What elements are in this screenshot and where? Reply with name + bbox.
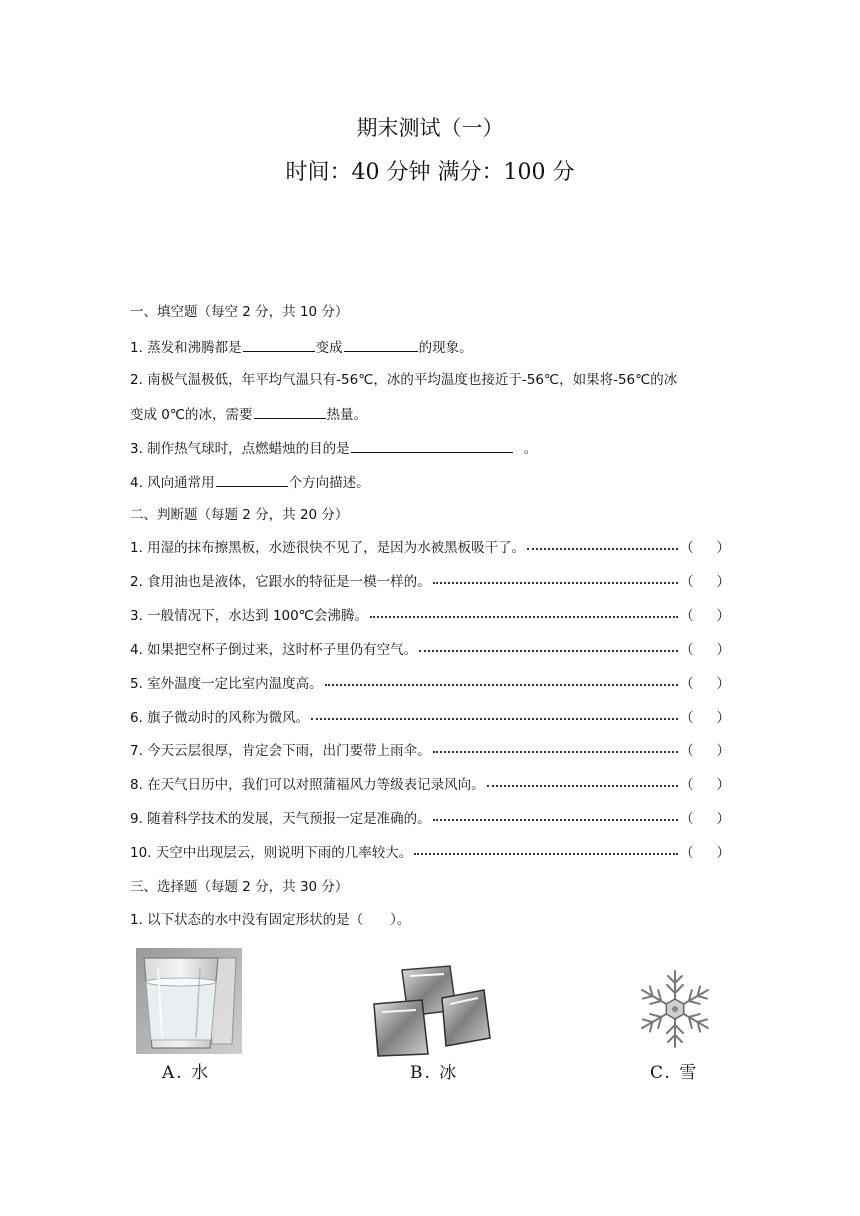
paren-open: （ [680,743,694,759]
paren-close: ） [716,710,730,726]
q1-text-a: 1. 蒸发和沸腾都是 [130,340,242,356]
answer-blank[interactable] [344,337,418,352]
paren-open: （ [680,676,694,692]
paren-open: （ [680,845,694,861]
paren-close: ） [716,811,730,827]
answer-parentheses[interactable] [680,809,730,829]
paren-open: （ [680,608,694,624]
fill-question-4 [130,472,730,493]
judgement-item [130,572,730,592]
answer-parentheses[interactable] [680,606,730,626]
fill-question-2-line2 [130,404,730,425]
judgement-text: 8. 在天气日历中，我们可以对照蒲福风力等级表记录风向。 [130,777,485,793]
judgement-text: 7. 今天云层很厚，肯定会下雨，出门要带上雨伞。 [130,743,431,759]
q2-text-a: 变成 0℃的冰，需要 [130,407,253,423]
judgement-item [130,741,730,761]
leader-dots [433,582,678,584]
option-b-label: B. 冰 [410,1063,459,1083]
paren-open: （ [680,574,694,590]
water-glass-image [136,948,242,1054]
q3-text-a: 3. 制作热气球时，点燃蜡烛的目的是 [130,441,350,457]
section2-heading: 二、判断题（每题 2 分，共 20 分） [130,507,349,523]
option-c-label: C. 雪 [650,1063,699,1083]
judgement-text: 3. 一般情况下，水达到 100℃会沸腾。 [130,608,368,624]
judgement-text: 6. 旗子微动时的风称为微风。 [130,710,310,726]
judgement-text: 5. 室外温度一定比室内温度高。 [130,676,323,692]
answer-parentheses[interactable] [680,843,730,863]
q4-text-b: 个方向描述。 [288,475,370,491]
leader-dots [370,616,678,618]
paren-close: ） [716,540,730,556]
answer-blank[interactable] [243,337,315,352]
q1-text-c: 的现象。 [418,340,473,356]
judgement-text: 1. 用湿的抹布擦黑板，水迹很快不见了，是因为水被黑板吸干了。 [130,540,526,556]
option-a-label: A. 水 [162,1063,211,1083]
judgement-text: 9. 随着科学技术的发展，天气预报一定是准确的。 [130,811,431,827]
judgement-item [130,538,730,558]
paren-open: （ [680,811,694,827]
answer-blank[interactable] [351,438,513,453]
section1-heading: 一、填空题（每空 2 分，共 10 分） [130,304,349,320]
choice-question-1: 1. 以下状态的水中没有固定形状的是（ ）。 [130,912,411,928]
judgement-item [130,809,730,829]
judgement-item [130,708,730,728]
paren-close: ） [716,642,730,658]
judgement-item [130,843,730,863]
snowflake-image [632,966,718,1052]
paren-close: ） [716,845,730,861]
judgement-text: 2. 食用油也是液体，它跟水的特征是一模一样的。 [130,574,431,590]
fill-question-2-line1: 2. 南极气温极低，年平均气温只有-56℃，冰的平均温度也接近于-56℃，如果将-56℃的冰 [130,372,678,388]
paren-close: ） [716,777,730,793]
paren-open: （ [680,642,694,658]
q1-text-b: 变成 [315,340,343,356]
judgement-item [130,640,730,660]
judgement-text: 4. 如果把空杯子倒过来，这时杯子里仍有空气。 [130,642,418,658]
answer-parentheses[interactable] [680,775,730,795]
leader-dots [433,819,678,821]
answer-parentheses[interactable] [680,538,730,558]
fill-question-1 [130,337,730,358]
answer-blank[interactable] [254,404,326,419]
judgement-item [130,606,730,626]
answer-parentheses[interactable] [680,572,730,592]
section3-heading: 三、选择题（每题 2 分，共 30 分） [130,879,349,895]
paren-close: ） [716,743,730,759]
q2-text-b: 热量。 [326,407,368,423]
leader-dots [325,684,678,686]
leader-dots [527,548,678,550]
fill-question-3 [130,438,730,459]
judgement-item [130,775,730,795]
leader-dots [311,718,678,720]
q4-text-a: 4. 风向通常用 [130,475,215,491]
page-subtitle: 时间：40 分钟 满分：100 分 [285,160,575,185]
paren-close: ） [716,574,730,590]
answer-parentheses[interactable] [680,741,730,761]
paren-close: ） [716,676,730,692]
judgement-text: 10. 天空中出现层云，则说明下雨的几率较大。 [130,845,413,861]
answer-blank[interactable] [216,472,288,487]
leader-dots [487,785,678,787]
ice-cubes-image [372,962,492,1058]
leader-dots [414,853,678,855]
paren-close: ） [716,608,730,624]
answer-parentheses[interactable] [680,708,730,728]
answer-parentheses[interactable] [680,640,730,660]
judgement-item [130,674,730,694]
paren-open: （ [680,710,694,726]
leader-dots [433,751,678,753]
paren-open: （ [680,540,694,556]
q3-text-b: 。 [523,441,538,457]
page-title: 期末测试（一） [356,116,504,140]
paren-open: （ [680,777,694,793]
leader-dots [419,650,678,652]
answer-parentheses[interactable] [680,674,730,694]
